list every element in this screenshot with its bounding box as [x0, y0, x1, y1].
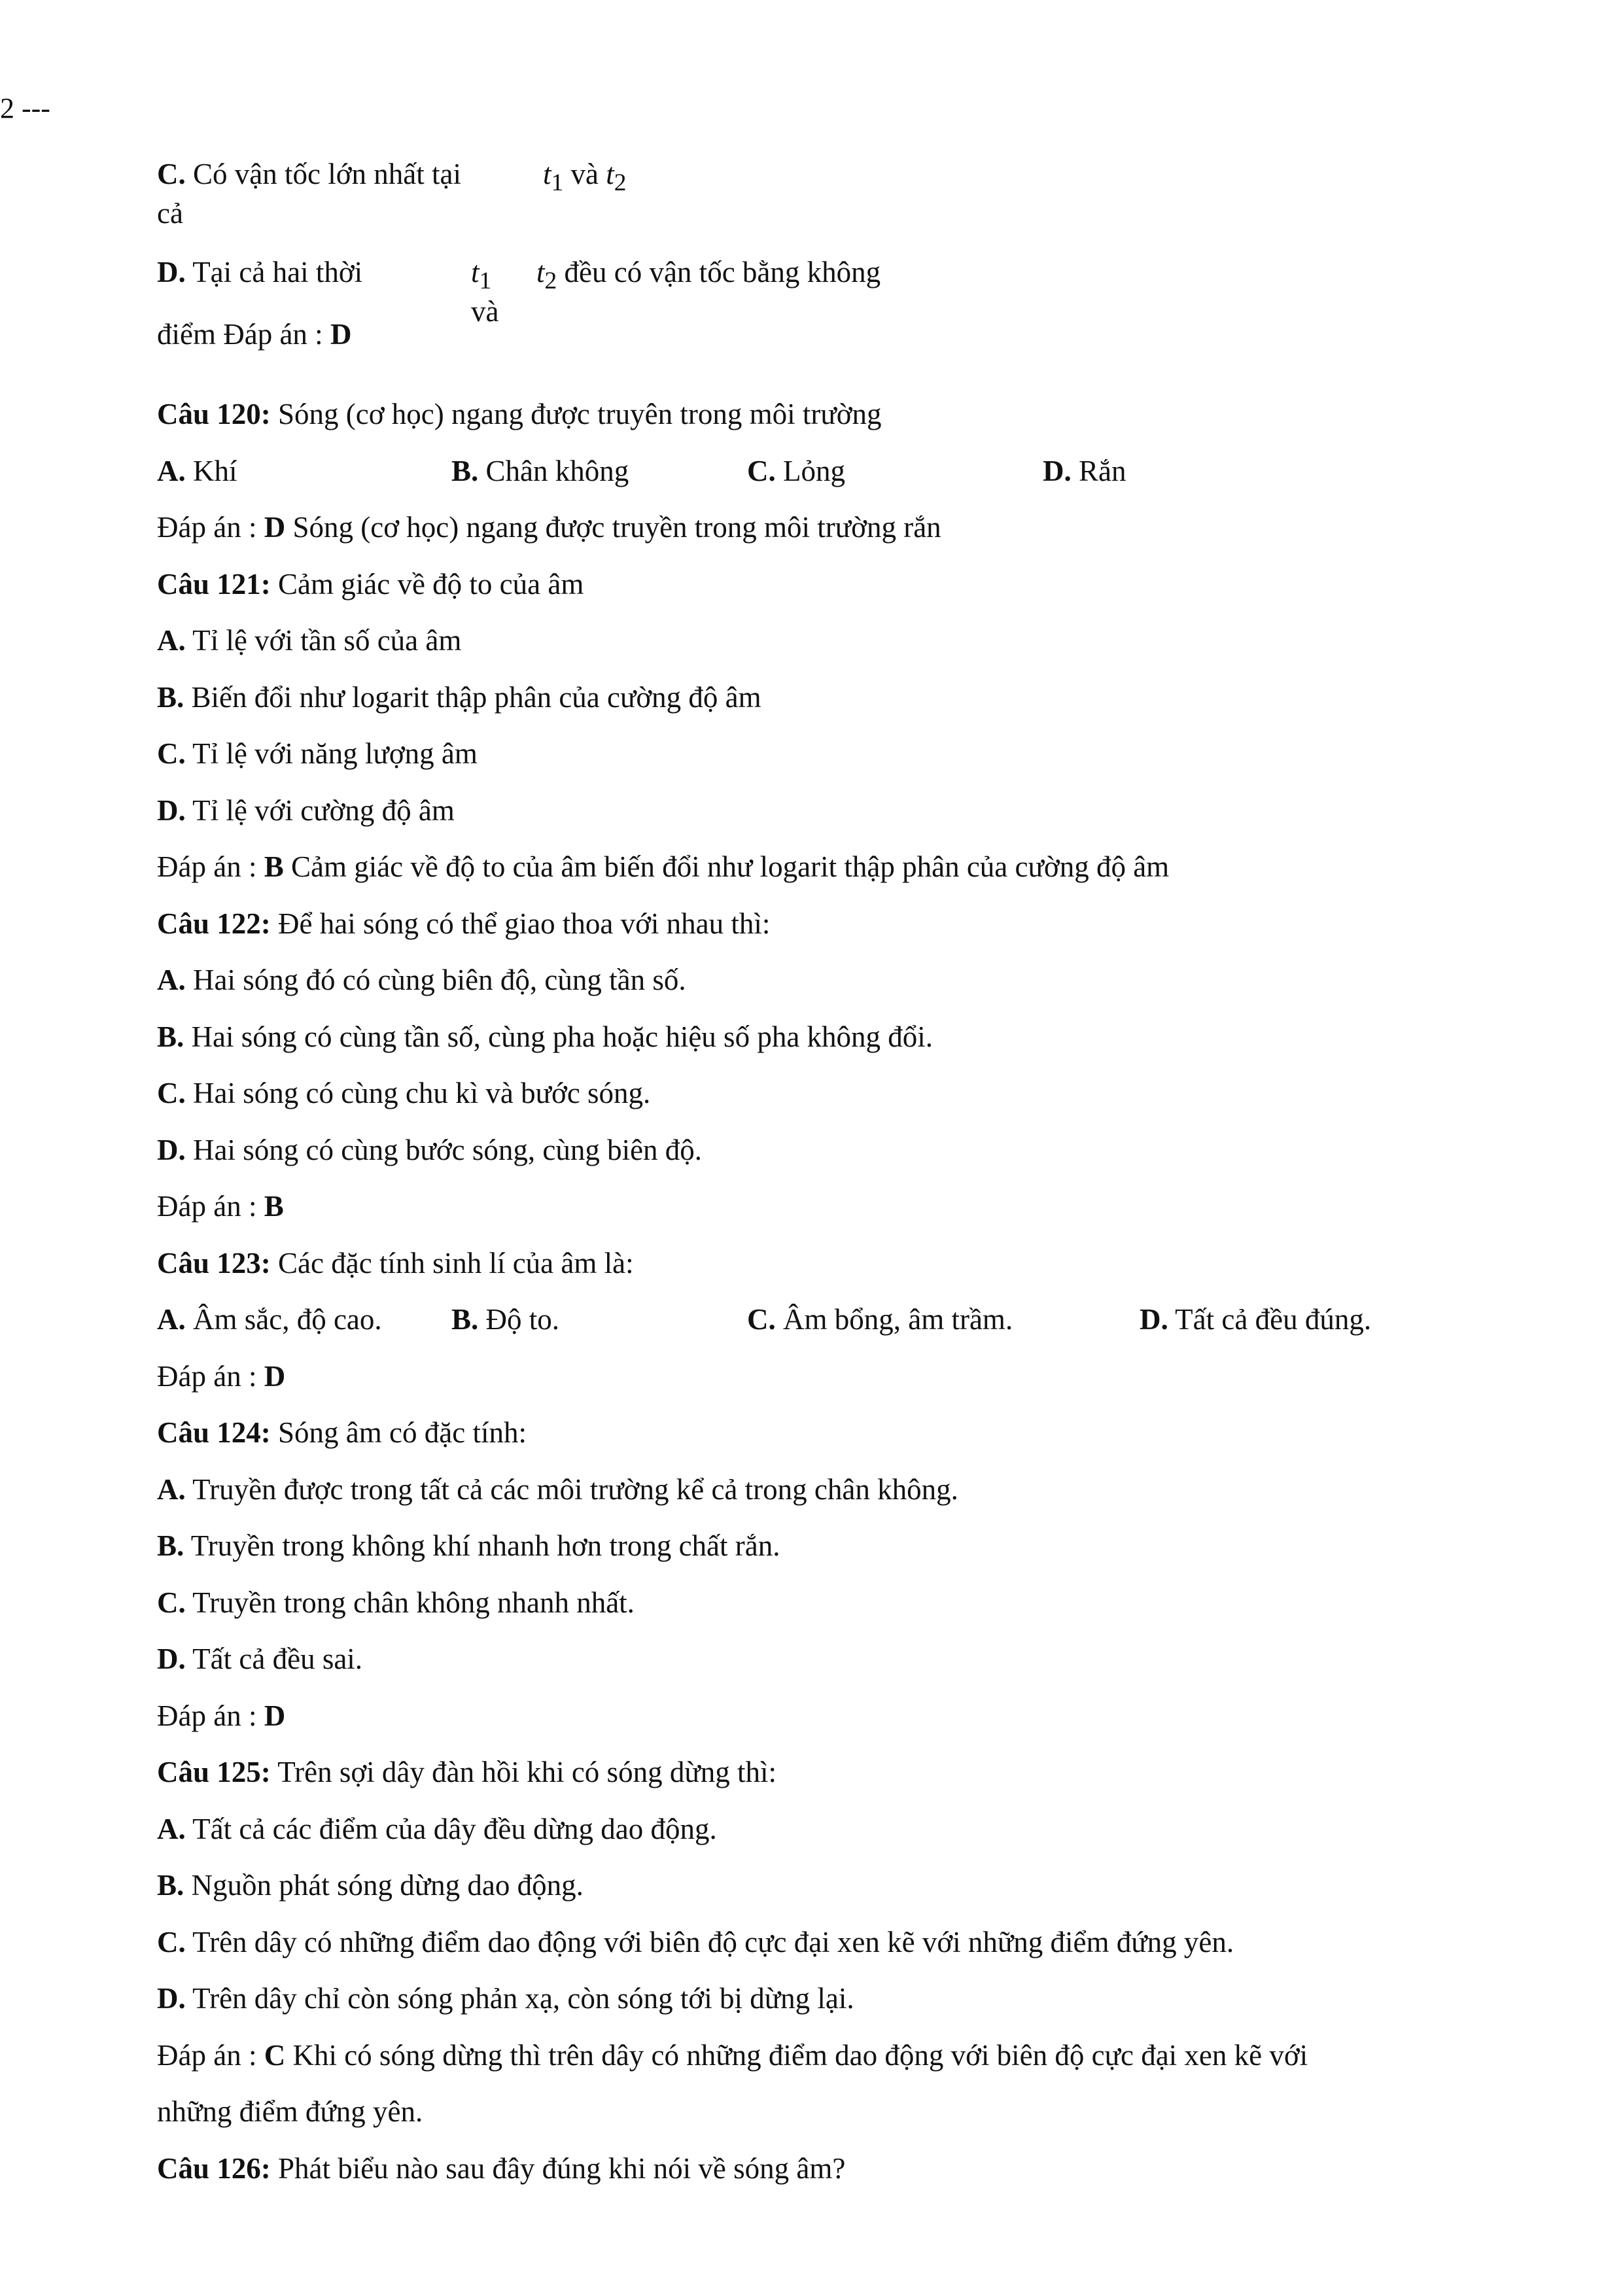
option-a: A. Hai sóng đó có cùng biên độ, cùng tần số.	[157, 964, 686, 996]
answer-key: D	[264, 1699, 286, 1732]
option-b: B. Chân không	[451, 454, 629, 487]
answer-line: Đáp án : B	[157, 1190, 284, 1223]
option-d-conjunction: và	[471, 295, 499, 328]
option-d: D. Trên dây chỉ còn sóng phản xạ, còn sóng tới bị dừng lại.	[157, 1982, 854, 2015]
question-label: Câu 121:	[157, 567, 271, 600]
option-a: A. Truyền được trong tất cả các môi trường kể cả trong chân không.	[157, 1472, 958, 1506]
answer-line: Đáp án : C Khi có sóng dừng thì trên dây có những điểm dao động với biên độ cực đại xen kẽ với	[157, 2038, 1308, 2072]
question-text: Để hai sóng có thể giao thoa với nhau thì:	[270, 907, 771, 940]
answer-line: điểm Đáp án : D	[157, 318, 352, 351]
answer-key: C	[264, 2038, 286, 2072]
option-text: Tại cả hai thời	[192, 256, 363, 288]
answer-key: B	[264, 850, 284, 883]
option-c-formula: $t_1$ và $t_2$	[543, 158, 627, 196]
document-body	[157, 157, 1518, 2197]
option-c-line	[157, 157, 461, 191]
option-c: C. Âm bổng, âm trầm.	[747, 1303, 1013, 1336]
answer-explanation: Sóng (cơ học) ngang được truyền trong môi trường rắn	[285, 511, 941, 544]
answer-line: Đáp án : D Sóng (cơ học) ngang được truyền trong môi trường rắn	[157, 511, 941, 544]
question-text: Phát biểu nào sau đây đúng khi nói về sóng âm?	[270, 2151, 846, 2185]
option-a: A. Âm sắc, độ cao.	[157, 1303, 382, 1336]
option-d: D. Tỉ lệ với cường độ âm	[157, 793, 455, 827]
option-d: D. Tất cả đều sai.	[157, 1643, 363, 1675]
question-text: Cảm giác về độ to của âm	[270, 567, 584, 600]
question-120	[157, 386, 1518, 443]
option-c: C. Trên dây có những điểm dao động với biên độ cực đại xen kẽ với những điểm đứng yên.	[157, 1925, 1234, 1958]
option-d: D. Rắn	[1043, 454, 1126, 487]
answer-line: Đáp án : D	[157, 1699, 286, 1732]
option-c-continuation: cả	[157, 197, 183, 230]
question-label: Câu 124:	[157, 1416, 271, 1449]
question-label: Câu 126:	[157, 2151, 271, 2185]
question-label: Câu 123:	[157, 1246, 271, 1279]
question-123	[157, 1235, 1518, 1292]
question-123-options	[157, 1291, 1518, 1348]
option-c: C. Lỏng	[747, 454, 845, 487]
option-a: A. Tỉ lệ với tần số của âm	[157, 624, 462, 657]
option-a: A. Tất cả các điểm của dây đều dừng dao động.	[157, 1812, 717, 1845]
option-d: D. Hai sóng có cùng bước sóng, cùng biên độ.	[157, 1133, 703, 1166]
answer-key: D	[264, 1359, 286, 1393]
question-text: Sóng âm có đặc tính:	[270, 1416, 527, 1449]
question-text: Các đặc tính sinh lí của âm là:	[270, 1246, 634, 1279]
answer-key: B	[264, 1190, 284, 1223]
option-label: D.	[157, 256, 186, 288]
question-126	[157, 2140, 1518, 2197]
question-121	[157, 556, 1518, 613]
question-122	[157, 896, 1518, 952]
answer-explanation: Cảm giác về độ to của âm biến đổi như logarit thập phân của cường độ âm	[283, 850, 1170, 883]
option-b: B. Biến đổi như logarit thập phân của cường độ âm	[157, 680, 761, 714]
option-d: D. Tất cả đều đúng.	[1140, 1303, 1372, 1336]
option-label: C.	[157, 158, 186, 190]
option-d-formula-t2: $t_2$ đều có vận tốc bằng không	[536, 256, 881, 294]
page-marker: 2 ---	[0, 92, 50, 124]
option-b: B. Nguồn phát sóng dừng dao động.	[157, 1869, 584, 1902]
answer-explanation-continued: những điểm đứng yên.	[157, 2095, 423, 2128]
question-text: Sóng (cơ học) ngang được truyên trong môi trường	[270, 398, 882, 430]
option-c: C. Tỉ lệ với năng lượng âm	[157, 737, 478, 770]
option-c: C. Hai sóng có cùng chu kì và bước sóng.	[157, 1077, 651, 1109]
answer-key: D	[264, 511, 286, 544]
question-label: Câu 120:	[157, 398, 271, 430]
option-b: B. Độ to.	[451, 1303, 560, 1336]
answer-line: Đáp án : D	[157, 1359, 286, 1393]
option-b: B. Hai sóng có cùng tần số, cùng pha hoặc hiệu số pha không đổi.	[157, 1020, 934, 1053]
option-d-formula-t1: $t_1$	[471, 256, 492, 294]
question-125	[157, 1744, 1518, 1801]
answer-key: D	[330, 318, 352, 351]
option-text: Có vận tốc lớn nhất tại	[193, 158, 461, 190]
option-a: A. Khí	[157, 454, 237, 487]
question-124	[157, 1404, 1518, 1461]
question-120-options	[157, 443, 1518, 500]
answer-explanation: Khi có sóng dừng thì trên dây có những điểm dao động với biên độ cực đại xen kẽ với	[285, 2038, 1308, 2072]
option-c: C. Truyền trong chân không nhanh nhất.	[157, 1586, 635, 1619]
option-d-line	[157, 255, 362, 289]
question-text: Trên sợi dây đàn hồi khi có sóng dừng thì:	[270, 1756, 777, 1788]
question-label: Câu 125:	[157, 1756, 271, 1788]
question-label: Câu 122:	[157, 907, 271, 940]
option-b: B. Truyền trong không khí nhanh hơn trong chất rắn.	[157, 1529, 780, 1562]
answer-line: Đáp án : B Cảm giác về độ to của âm biến đổi như logarit thập phân của cường độ âm	[157, 850, 1170, 883]
previous-question-tail	[157, 157, 1518, 386]
